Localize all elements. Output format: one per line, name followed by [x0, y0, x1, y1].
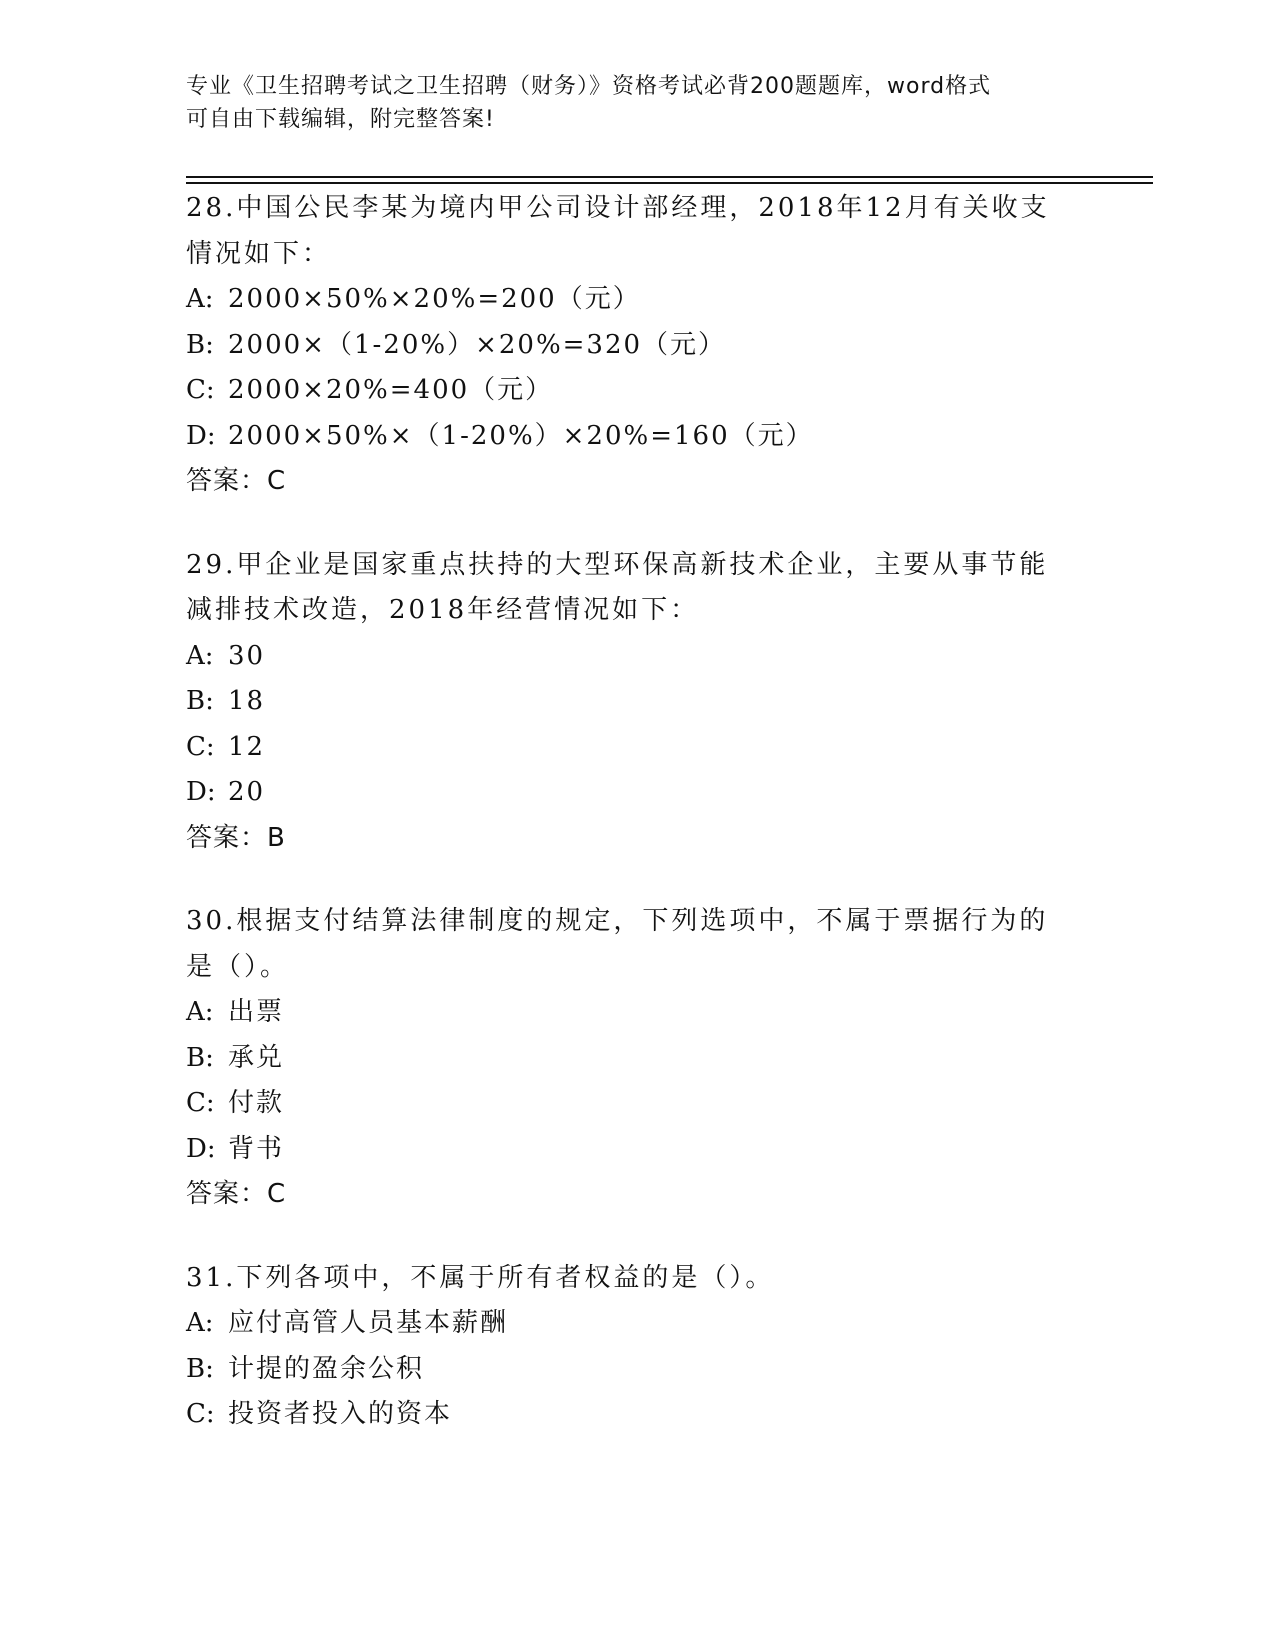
- option-a: [186, 634, 1086, 680]
- option-a: [186, 1301, 1086, 1347]
- header-divider-bottom: [186, 182, 1153, 184]
- option-letter: D:: [186, 1133, 216, 1164]
- header-line-1: 专业《卫生招聘考试之卫生招聘（财务）》资格考试必背200题题库，word格式: [186, 74, 992, 99]
- option-letter: C:: [186, 1399, 215, 1429]
- option-letter: A:: [186, 640, 214, 671]
- option-text: 背书: [228, 1133, 285, 1164]
- option-c: [186, 368, 1086, 414]
- question-31: [186, 1256, 1086, 1438]
- question-list: [186, 186, 1086, 1476]
- option-letter: A:: [186, 997, 214, 1027]
- header-divider-top: [186, 176, 1153, 178]
- option-b: [186, 1036, 1086, 1082]
- answer-line: 答案：C: [186, 466, 287, 496]
- option-c: [186, 725, 1086, 771]
- option-text: 投资者投入的资本: [228, 1399, 453, 1429]
- option-c: [186, 1081, 1086, 1127]
- question-stem: 31.下列各项中，不属于所有者权益的是（）。: [186, 1262, 775, 1293]
- option-c: [186, 1392, 1086, 1438]
- option-text: 2000×20%=400（元）: [228, 375, 554, 405]
- question-stem: 28.中国公民李某为境内甲公司设计部经理，2018年12月有关收支情况如下：: [186, 193, 1050, 269]
- option-d: [186, 1127, 1086, 1173]
- option-d: [186, 414, 1086, 460]
- option-letter: A:: [186, 284, 214, 314]
- question-29: [186, 543, 1086, 862]
- option-letter: B:: [186, 1353, 214, 1384]
- option-a: [186, 277, 1086, 323]
- option-letter: C:: [186, 1088, 215, 1118]
- option-letter: C:: [186, 375, 215, 405]
- option-text: 18: [228, 686, 266, 716]
- option-text: 2000×50%×（1-20%）×20%=160（元）: [228, 420, 814, 451]
- option-b: [186, 323, 1086, 369]
- option-text: 应付高管人员基本薪酬: [228, 1308, 509, 1338]
- option-text: 12: [228, 731, 266, 762]
- option-letter: A:: [186, 1308, 214, 1338]
- option-text: 30: [228, 640, 266, 671]
- option-b: [186, 1347, 1086, 1393]
- option-letter: D:: [186, 420, 216, 451]
- option-text: 计提的盈余公积: [228, 1353, 425, 1384]
- answer-line: 答案：B: [186, 822, 286, 853]
- option-text: 付款: [228, 1088, 285, 1118]
- question-stem: 30.根据支付结算法律制度的规定，下列选项中，不属于票据行为的是（）。: [186, 906, 1049, 982]
- question-28: [186, 186, 1086, 505]
- option-text: 出票: [228, 997, 285, 1027]
- option-letter: B:: [186, 329, 214, 360]
- question-stem: 29.甲企业是国家重点扶持的大型环保高新技术企业，主要从事节能减排技术改造，2018年经营情况如下：: [186, 549, 1049, 625]
- option-d: [186, 770, 1086, 816]
- option-text: 2000×（1-20%）×20%=320（元）: [228, 329, 727, 360]
- option-text: 承兑: [228, 1042, 285, 1073]
- option-letter: D:: [186, 777, 216, 807]
- question-30: [186, 899, 1086, 1218]
- option-letter: B:: [186, 686, 214, 716]
- answer-line: 答案：C: [186, 1179, 287, 1209]
- option-b: [186, 679, 1086, 725]
- option-text: 20: [228, 777, 266, 807]
- document-header: [186, 70, 1066, 136]
- option-letter: B:: [186, 1042, 214, 1073]
- header-line-2: 可自由下载编辑，附完整答案!: [186, 107, 495, 132]
- option-letter: C:: [186, 731, 215, 762]
- option-text: 2000×50%×20%=200（元）: [228, 284, 641, 314]
- option-a: [186, 990, 1086, 1036]
